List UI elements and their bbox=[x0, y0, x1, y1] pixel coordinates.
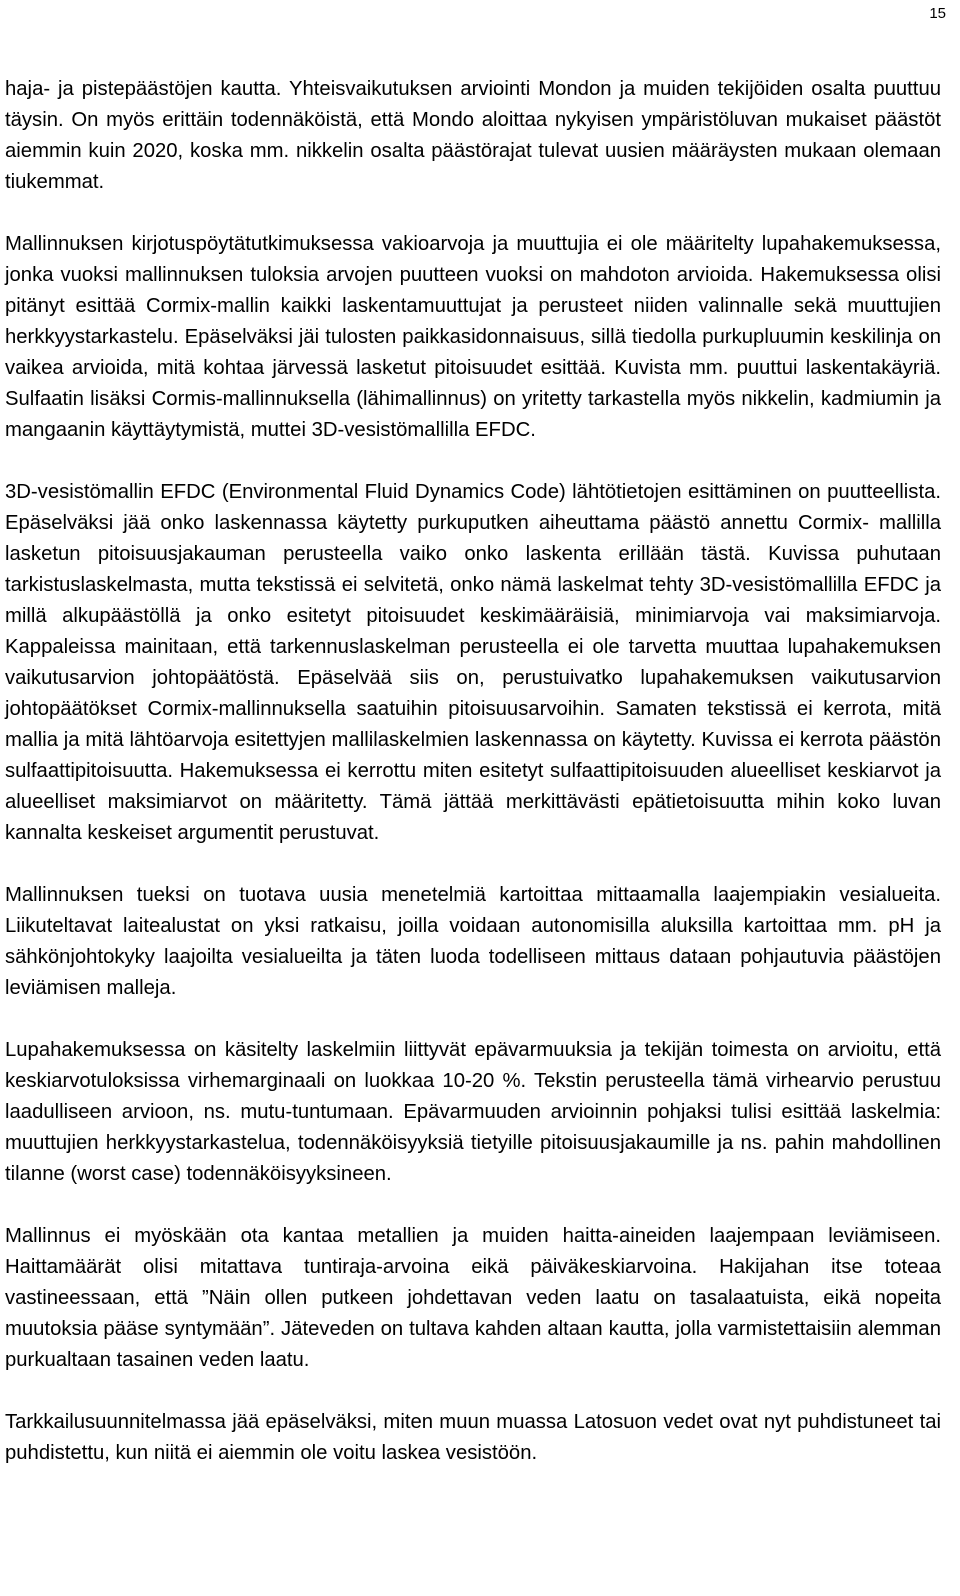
paragraph-5: Lupahakemuksessa on käsitelty laskelmiin liittyvät epävarmuuksia ja tekijän toimesta on arvioitu, että keskiarvotuloksissa virhemarginaali on luokkaa 10-20 %. Tekstin perusteella tämä virhearvio perustuu laadulliseen arvioon, ns. mutu-tuntumaan. Epävarmuuden arvioinnin pohjaksi tulisi esittää laskelmia: muuttujien herkkyystarkastelua, todennäköisyyksiä tietyille pitoisuusjakaumille ja ns. pahin mahdollinen tilanne (worst case) todennäköisyyksineen. bbox=[5, 1039, 941, 1185]
paragraph-4: Mallinnuksen tueksi on tuotava uusia menetelmiä kartoittaa mittaamalla laajempiakin vesialueita. Liikuteltavat laitealustat on yksi ratkaisu, joilla voidaan autonomisilla aluksilla kartoittaa mm. pH ja sähkönjohtokyky laajoilta vesialueilta ja täten luoda todelliseen mittaus dataan pohjautuvia päästöjen leviämisen malleja. bbox=[5, 884, 941, 999]
paragraph-6: Mallinnus ei myöskään ota kantaa metallien ja muiden haitta-aineiden laajempaan leviämiseen. Haittamäärät olisi mitattava tuntiraja-arvoina eikä päiväkeskiarvoina. Hakijahan itse toteaa vastineessaan, että ”Näin ollen putkeen johdettavan veden laatu on tasalaatuista, eikä nopeita muutoksia pääse syntymään”. Jäteveden on tultava kahden altaan kautta, jolla varmistettaisiin alemman purkualtaan tasainen veden laatu. bbox=[5, 1225, 941, 1371]
document-body bbox=[5, 74, 941, 1469]
page-number: 15 bbox=[929, 5, 946, 22]
paragraph-2: Mallinnuksen kirjotuspöytätutkimuksessa vakioarvoja ja muuttujia ei ole määritelty lupahakemuksessa, jonka vuoksi mallinnuksen tuloksia arvojen puutteen vuoksi on mahdoton arvioida. Hakemuksessa olisi pitänyt esittää Cormix-mallin kaikki laskentamuuttujat ja perusteet niiden valinnalle sekä muuttujien herkkyystarkastelu. Epäselväksi jäi tulosten paikkasidonnaisuus, sillä tiedolla purkupluumin keskilinja on vaikea arvioida, mitä kohtaa järvessä lasketut pitoisuudet esittää. Kuvista mm. puuttui laskentakäyriä. Sulfaatin lisäksi Cormis-mallinnuksella (lähimallinnus) on yritetty tarkastella myös nikkelin, kadmiumin ja mangaanin käyttäytymistä, muttei 3D-vesistömallilla EFDC. bbox=[5, 233, 941, 441]
paragraph-7: Tarkkailusuunnitelmassa jää epäselväksi, miten muun muassa Latosuon vedet ovat nyt puhdistuneet tai puhdistettu, kun niitä ei aiemmin ole voitu laskea vesistöön. bbox=[5, 1411, 941, 1464]
paragraph-3: 3D-vesistömallin EFDC (Environmental Fluid Dynamics Code) lähtötietojen esittäminen on puutteellista. Epäselväksi jää onko laskennassa käytetty purkuputken aiheuttama päästö annettu Cormix- mallilla lasketun pitoisuusjakauman perusteella vaiko onko laskenta erillään tästä. Kuvissa puhutaan tarkistuslaskelmasta, mutta tekstissä ei selvitetä, onko nämä laskelmat tehty 3D-vesistömallilla EFDC ja millä alkupäästöllä ja onko esitetyt pitoisuudet keskimääräisiä, minimiarvoja vai maksimiarvoja. Kappaleissa mainitaan, että tarkennuslaskelman perusteella ei ole tarvetta muuttaa lupahakemuksen vaikutusarvion johtopäätöstä. Epäselvää siis on, perustuivatko lupahakemuksen vaikutusarvion johtopäätökset Cormix-mallinnuksella saatuihin pitoisuusarvoihin. Samaten tekstissä ei kerrota, mitä mallia ja mitä lähtöarvoja esitettyjen mallilaskelmien laskennassa on käytetty. Kuvissa ei kerrota päästön sulfaattipitoisuutta. Hakemuksessa ei kerrottu miten esitetyt sulfaattipitoisuuden alueelliset keskiarvot ja alueelliset maksimiarvot on määritetty. Tämä jättää merkittävästi epätietoisuutta mihin koko luvan kannalta keskeiset argumentit perustuvat. bbox=[5, 481, 941, 844]
paragraph-1: haja- ja pistepäästöjen kautta. Yhteisvaikutuksen arviointi Mondon ja muiden tekijöiden osalta puuttuu täysin. On myös erittäin todennäköistä, että Mondo aloittaa nykyisen ympäristöluvan mukaiset päästöt aiemmin kuin 2020, koska mm. nikkelin osalta päästörajat tulevat uusien määräysten mukaan olemaan tiukemmat. bbox=[5, 78, 941, 193]
